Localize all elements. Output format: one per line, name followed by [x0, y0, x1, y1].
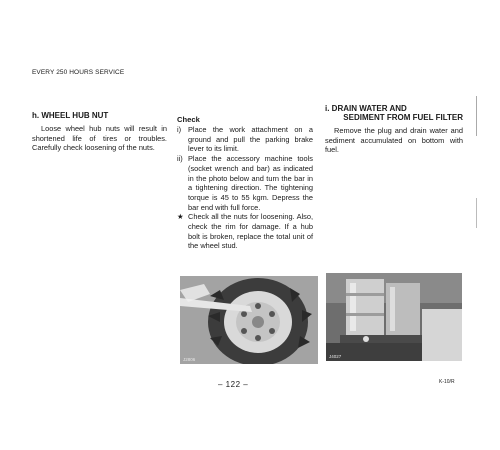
check-title: Check [177, 115, 200, 124]
check-item-3-text: Check all the nuts for loosening. Also, check the rim for damage. If a hub bolt is broken, replace the total unit of the wheel stud. [188, 212, 313, 251]
margin-line [476, 198, 477, 228]
wheel-hub-photo-label: J2806 [183, 357, 196, 362]
section-i-title [325, 104, 463, 122]
document-code: K-10/R [439, 379, 455, 385]
margin-line [476, 96, 477, 136]
check-item-2 [177, 154, 313, 212]
wheel-hub-image [180, 276, 318, 364]
check-item-2-marker: ii) [177, 154, 183, 164]
check-item-1-marker: i) [177, 125, 182, 134]
fuel-filter-photo [326, 273, 462, 361]
check-item-3-marker: ★ [177, 212, 184, 222]
fuel-filter-image [326, 273, 462, 361]
page-header: EVERY 250 HOURS SERVICE [32, 69, 125, 76]
check-item-1 [177, 125, 313, 154]
fuel-filter-photo-label: J4027 [329, 354, 342, 359]
check-list [177, 125, 313, 251]
check-item-1-text: Place the work attachment on a ground and pull the parking brake lever to its limit. [188, 125, 313, 154]
wheel-hub-photo [180, 276, 318, 364]
check-item-2-text: Place the accessory machine tools (socket wrench and bar) as indicated in the photo below and turn the bar in a tightening direction. The tightening torque is 45 to 55 kgm. Depress the bar end with full force. [188, 154, 313, 212]
section-i-title-line1: i. DRAIN WATER AND [325, 104, 407, 113]
check-item-3 [177, 212, 313, 251]
page-number: – 122 – [218, 380, 249, 389]
section-i-title-line2: SEDIMENT FROM FUEL FILTER [343, 113, 463, 122]
section-i-body: Remove the plug and drain water and sediment accumulated on bottom with fuel. [325, 126, 463, 155]
section-h-title: h. WHEEL HUB NUT [32, 111, 109, 120]
section-h-body: Loose wheel hub nuts will result in shortened life of tires or troubles. Carefully check loosening of the nuts. [32, 124, 167, 153]
